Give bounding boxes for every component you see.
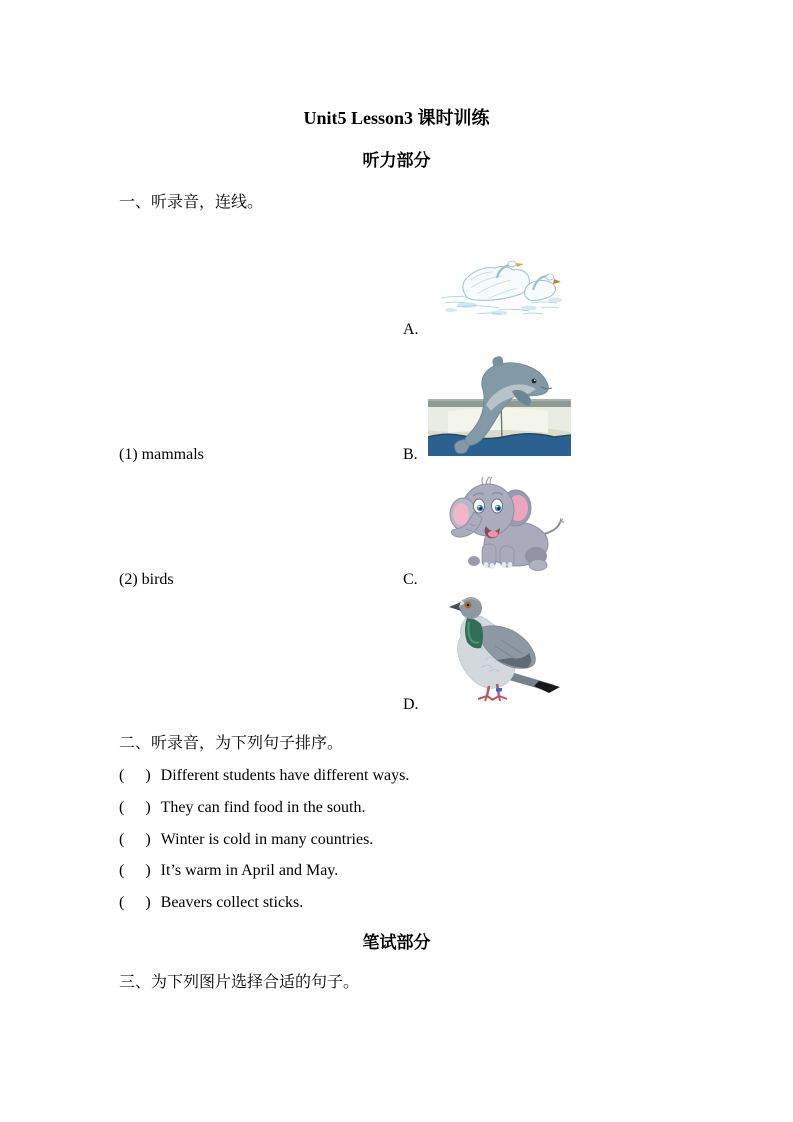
sentence-text: Different students have different ways. [160, 767, 410, 784]
answer-bracket: ( ) [119, 799, 152, 816]
option-a-letter: A. [403, 321, 419, 338]
listening-section-header: 听力部分 [362, 151, 431, 170]
ordering-sentence-row [119, 862, 338, 880]
ordering-sentence-row [119, 831, 373, 849]
option-d-letter: D. [403, 696, 419, 713]
pigeon-illustration [437, 592, 563, 704]
swan-illustration [437, 250, 575, 320]
sentence-text: Winter is cold in many countries. [160, 831, 374, 848]
sentence-text: Beavers collect sticks. [160, 894, 304, 911]
sentence-text: It’s warm in April and May. [160, 862, 339, 879]
task2-instruction: 二、听录音，为下列句子排序。 [119, 735, 344, 752]
ordering-sentence-row [119, 799, 366, 817]
sentence-text: They can find food in the south. [160, 799, 366, 816]
task1-instruction: 一、听录音，连线。 [119, 194, 264, 211]
option-c-letter: C. [403, 571, 418, 588]
match-item-mammals: (1) mammals [119, 446, 204, 463]
answer-bracket: ( ) [119, 862, 152, 879]
elephant-illustration [436, 474, 566, 573]
dolphin-illustration [428, 353, 571, 456]
page-title: Unit5 Lesson3 课时训练 [303, 108, 490, 128]
answer-bracket: ( ) [119, 767, 152, 784]
task3-instruction: 三、为下列图片选择合适的句子。 [119, 974, 360, 991]
option-b-letter: B. [403, 446, 418, 463]
ordering-sentence-row [119, 767, 409, 785]
match-item-birds: (2) birds [119, 571, 174, 588]
written-section-header: 笔试部分 [362, 933, 431, 952]
answer-bracket: ( ) [119, 894, 152, 911]
ordering-sentence-row [119, 894, 303, 912]
answer-bracket: ( ) [119, 831, 152, 848]
